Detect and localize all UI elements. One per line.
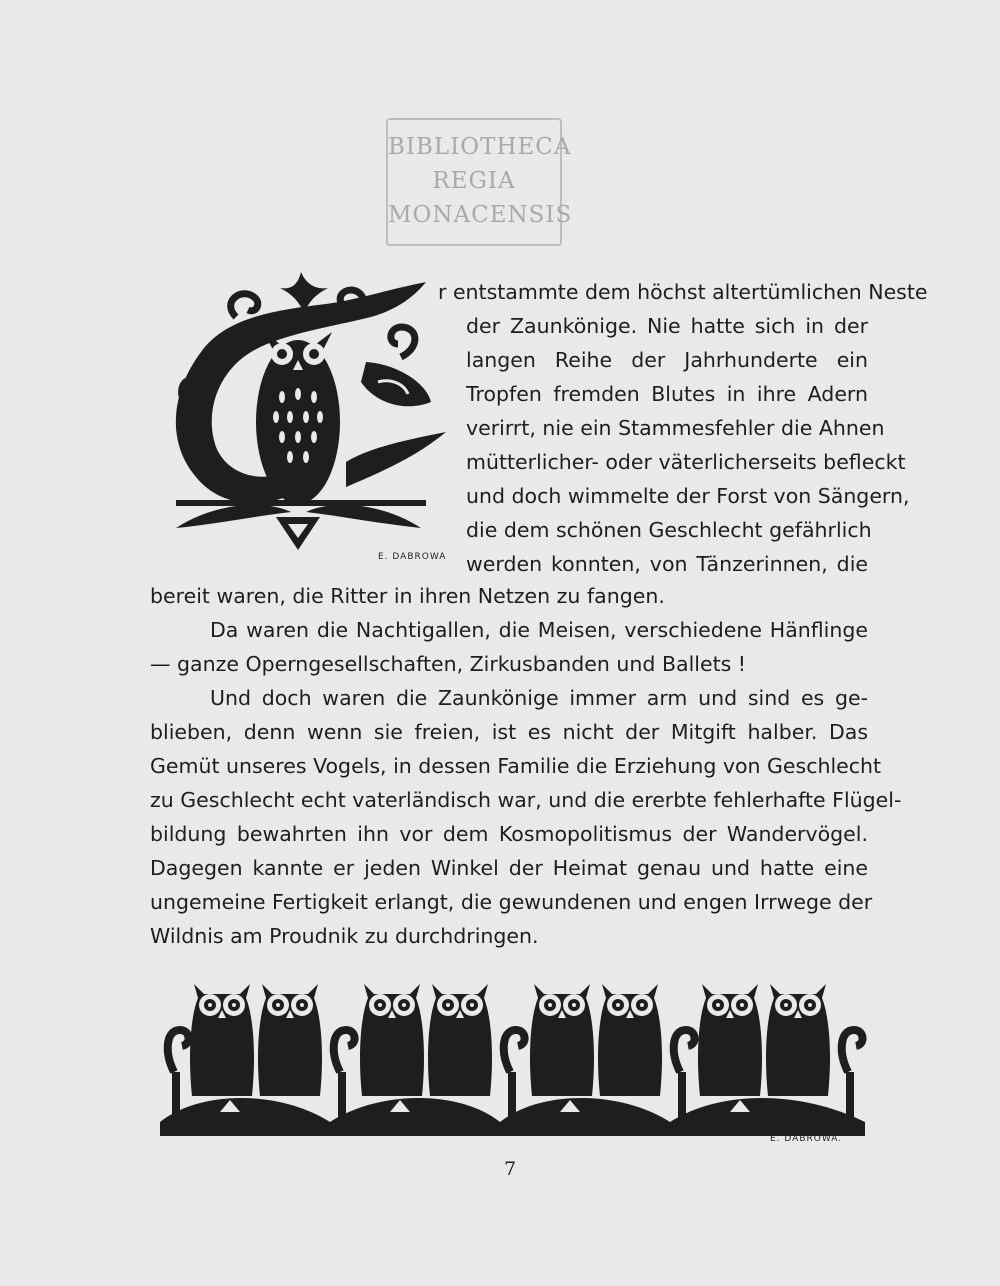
- text-line: Und doch waren die Zaunkönige immer arm und sind es ge-: [210, 686, 868, 710]
- text-line: und doch wimmelte der Forst von Sängern,: [466, 484, 910, 508]
- text-line: Dagegen kannte er jeden Winkel der Heimat genau und hatte eine: [150, 856, 868, 880]
- text-line: die dem schönen Geschlecht gefährlich: [466, 518, 872, 542]
- text-line: Gemüt unseres Vogels, in dessen Familie die Erziehung von Geschlecht: [150, 754, 882, 778]
- text-line: verirrt, nie ein Stammesfehler die Ahnen: [466, 416, 885, 440]
- text-line: ungemeine Fertigkeit erlangt, die gewundenen und engen Irrwege der: [150, 890, 873, 914]
- text-line: blieben, denn wenn sie freien, ist es nicht der Mitgift halber. Das: [150, 720, 868, 744]
- page-number: 7: [503, 1158, 517, 1180]
- text-line: Tropfen fremden Blutes in ihre Adern: [466, 382, 868, 406]
- text-line: zu Geschlecht echt vaterländisch war, und die ererbte fehlerhafte Flügel-: [150, 788, 902, 812]
- stamp-line: BIBLIOTHECA: [388, 134, 572, 160]
- text-line: werden konnten, von Tänzerinnen, die: [466, 552, 868, 576]
- decorative-initial-owl-illustration: [156, 272, 446, 572]
- library-stamp: [386, 118, 573, 246]
- initial-artist-signature: E. DABROWA: [378, 552, 447, 562]
- owl-frieze-illustration: [160, 972, 865, 1150]
- stamp-line: MONACENSIS: [388, 202, 573, 228]
- text-line: bereit waren, die Ritter in ihren Netzen zu fangen.: [150, 584, 665, 608]
- frieze-artist-signature: E. DABROWA.: [770, 1134, 843, 1144]
- stamp-line: REGIA: [432, 168, 516, 194]
- text-line: r entstammte dem höchst altertümlichen Neste: [438, 280, 928, 304]
- text-line: der Zaunkönige. Nie hatte sich in der: [466, 314, 868, 338]
- text-line: bildung bewahrten ihn vor dem Kosmopolitismus der Wandervögel.: [150, 822, 868, 846]
- text-line: Da waren die Nachtigallen, die Meisen, verschiedene Hänflinge: [210, 618, 868, 642]
- text-line: mütterlicher- oder väterlicherseits befleckt: [466, 450, 906, 474]
- text-line: langen Reihe der Jahrhunderte ein: [466, 348, 868, 372]
- text-line: — ganze Operngesellschaften, Zirkusbanden und Ballets !: [150, 652, 747, 676]
- text-line: Wildnis am Proudnik zu durchdringen.: [150, 924, 539, 948]
